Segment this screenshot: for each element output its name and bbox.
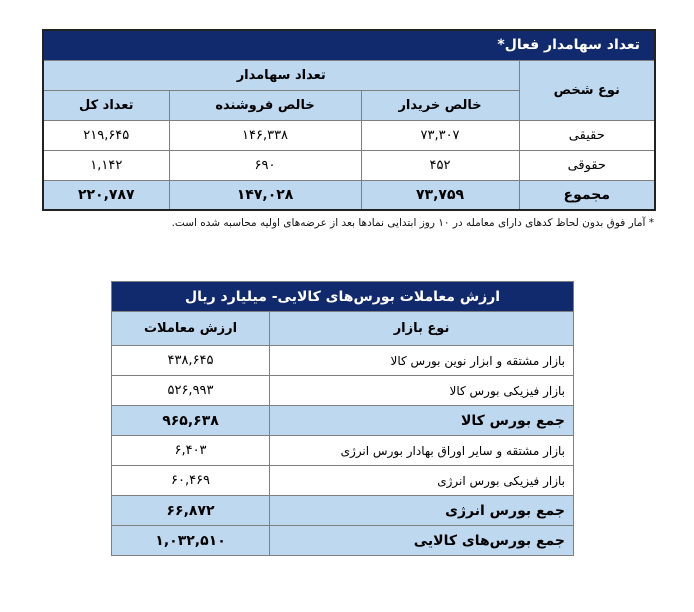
commodity-exchange-table (111, 281, 574, 556)
total-row (112, 496, 574, 526)
sum-total: ۲۲۰,۷۸۷ (43, 180, 169, 210)
person-type-cell: حقوقی (519, 150, 655, 180)
table1-footnote: * آمار فوق بدون لحاظ کدهای دارای معامله در ۱۰ روز ابتدایی نمادها بعد از عرضه‌های اولیه محاسبه شده است. (171, 217, 654, 229)
total-row (112, 406, 574, 436)
col-market-type: نوع بازار (270, 312, 574, 346)
net-buyer-cell: ۷۳,۳۰۷ (361, 120, 519, 150)
table-row (43, 150, 655, 180)
table-row (112, 436, 574, 466)
trade-value-cell: ۶۰,۴۶۹ (112, 466, 270, 496)
table-row (112, 376, 574, 406)
sum-net-buyer: ۷۳,۷۵۹ (361, 180, 519, 210)
trade-value-cell: ۶,۴۰۳ (112, 436, 270, 466)
market-type-cell: بازار فیزیکی بورس انرژی (270, 466, 574, 496)
trade-value-cell: ۱,۰۳۲,۵۱۰ (112, 526, 270, 556)
market-type-cell: بازار مشتقه و ابزار نوین بورس کالا (270, 346, 574, 376)
trade-value-cell: ۴۳۸,۶۴۵ (112, 346, 270, 376)
col-net-buyer: خالص خریدار (361, 90, 519, 120)
table-row (112, 346, 574, 376)
table2-title: ارزش معاملات بورس‌های کالایی- میلیارد ریال (112, 282, 574, 312)
market-type-cell: جمع بورس‌های کالایی (270, 526, 574, 556)
active-shareholders-table (42, 29, 656, 211)
col-total: تعداد کل (43, 90, 169, 120)
market-type-cell: جمع بورس کالا (270, 406, 574, 436)
net-buyer-cell: ۴۵۲ (361, 150, 519, 180)
market-type-cell: بازار فیزیکی بورس کالا (270, 376, 574, 406)
trade-value-cell: ۹۶۵,۶۳۸ (112, 406, 270, 436)
net-seller-cell: ۶۹۰ (169, 150, 361, 180)
col-net-seller: خالص فروشنده (169, 90, 361, 120)
sum-row (43, 180, 655, 210)
sum-label: مجموع (519, 180, 655, 210)
table-row (43, 120, 655, 150)
net-seller-cell: ۱۴۶,۳۳۸ (169, 120, 361, 150)
total-cell: ۱,۱۴۲ (43, 150, 169, 180)
table1-title: تعداد سهامدار فعال* (43, 30, 655, 60)
market-type-cell: جمع بورس انرژی (270, 496, 574, 526)
market-type-cell: بازار مشتقه و سایر اوراق بهادار بورس انرژی (270, 436, 574, 466)
trade-value-cell: ۶۶,۸۷۲ (112, 496, 270, 526)
trade-value-cell: ۵۲۶,۹۹۳ (112, 376, 270, 406)
col-person-type: نوع شخص (519, 60, 655, 120)
total-cell: ۲۱۹,۶۴۵ (43, 120, 169, 150)
person-type-cell: حقیقی (519, 120, 655, 150)
group-header-shareholders: تعداد سهامدار (43, 60, 519, 90)
col-trade-value: ارزش معاملات (112, 312, 270, 346)
sum-net-seller: ۱۴۷,۰۲۸ (169, 180, 361, 210)
table-row (112, 466, 574, 496)
total-row (112, 526, 574, 556)
